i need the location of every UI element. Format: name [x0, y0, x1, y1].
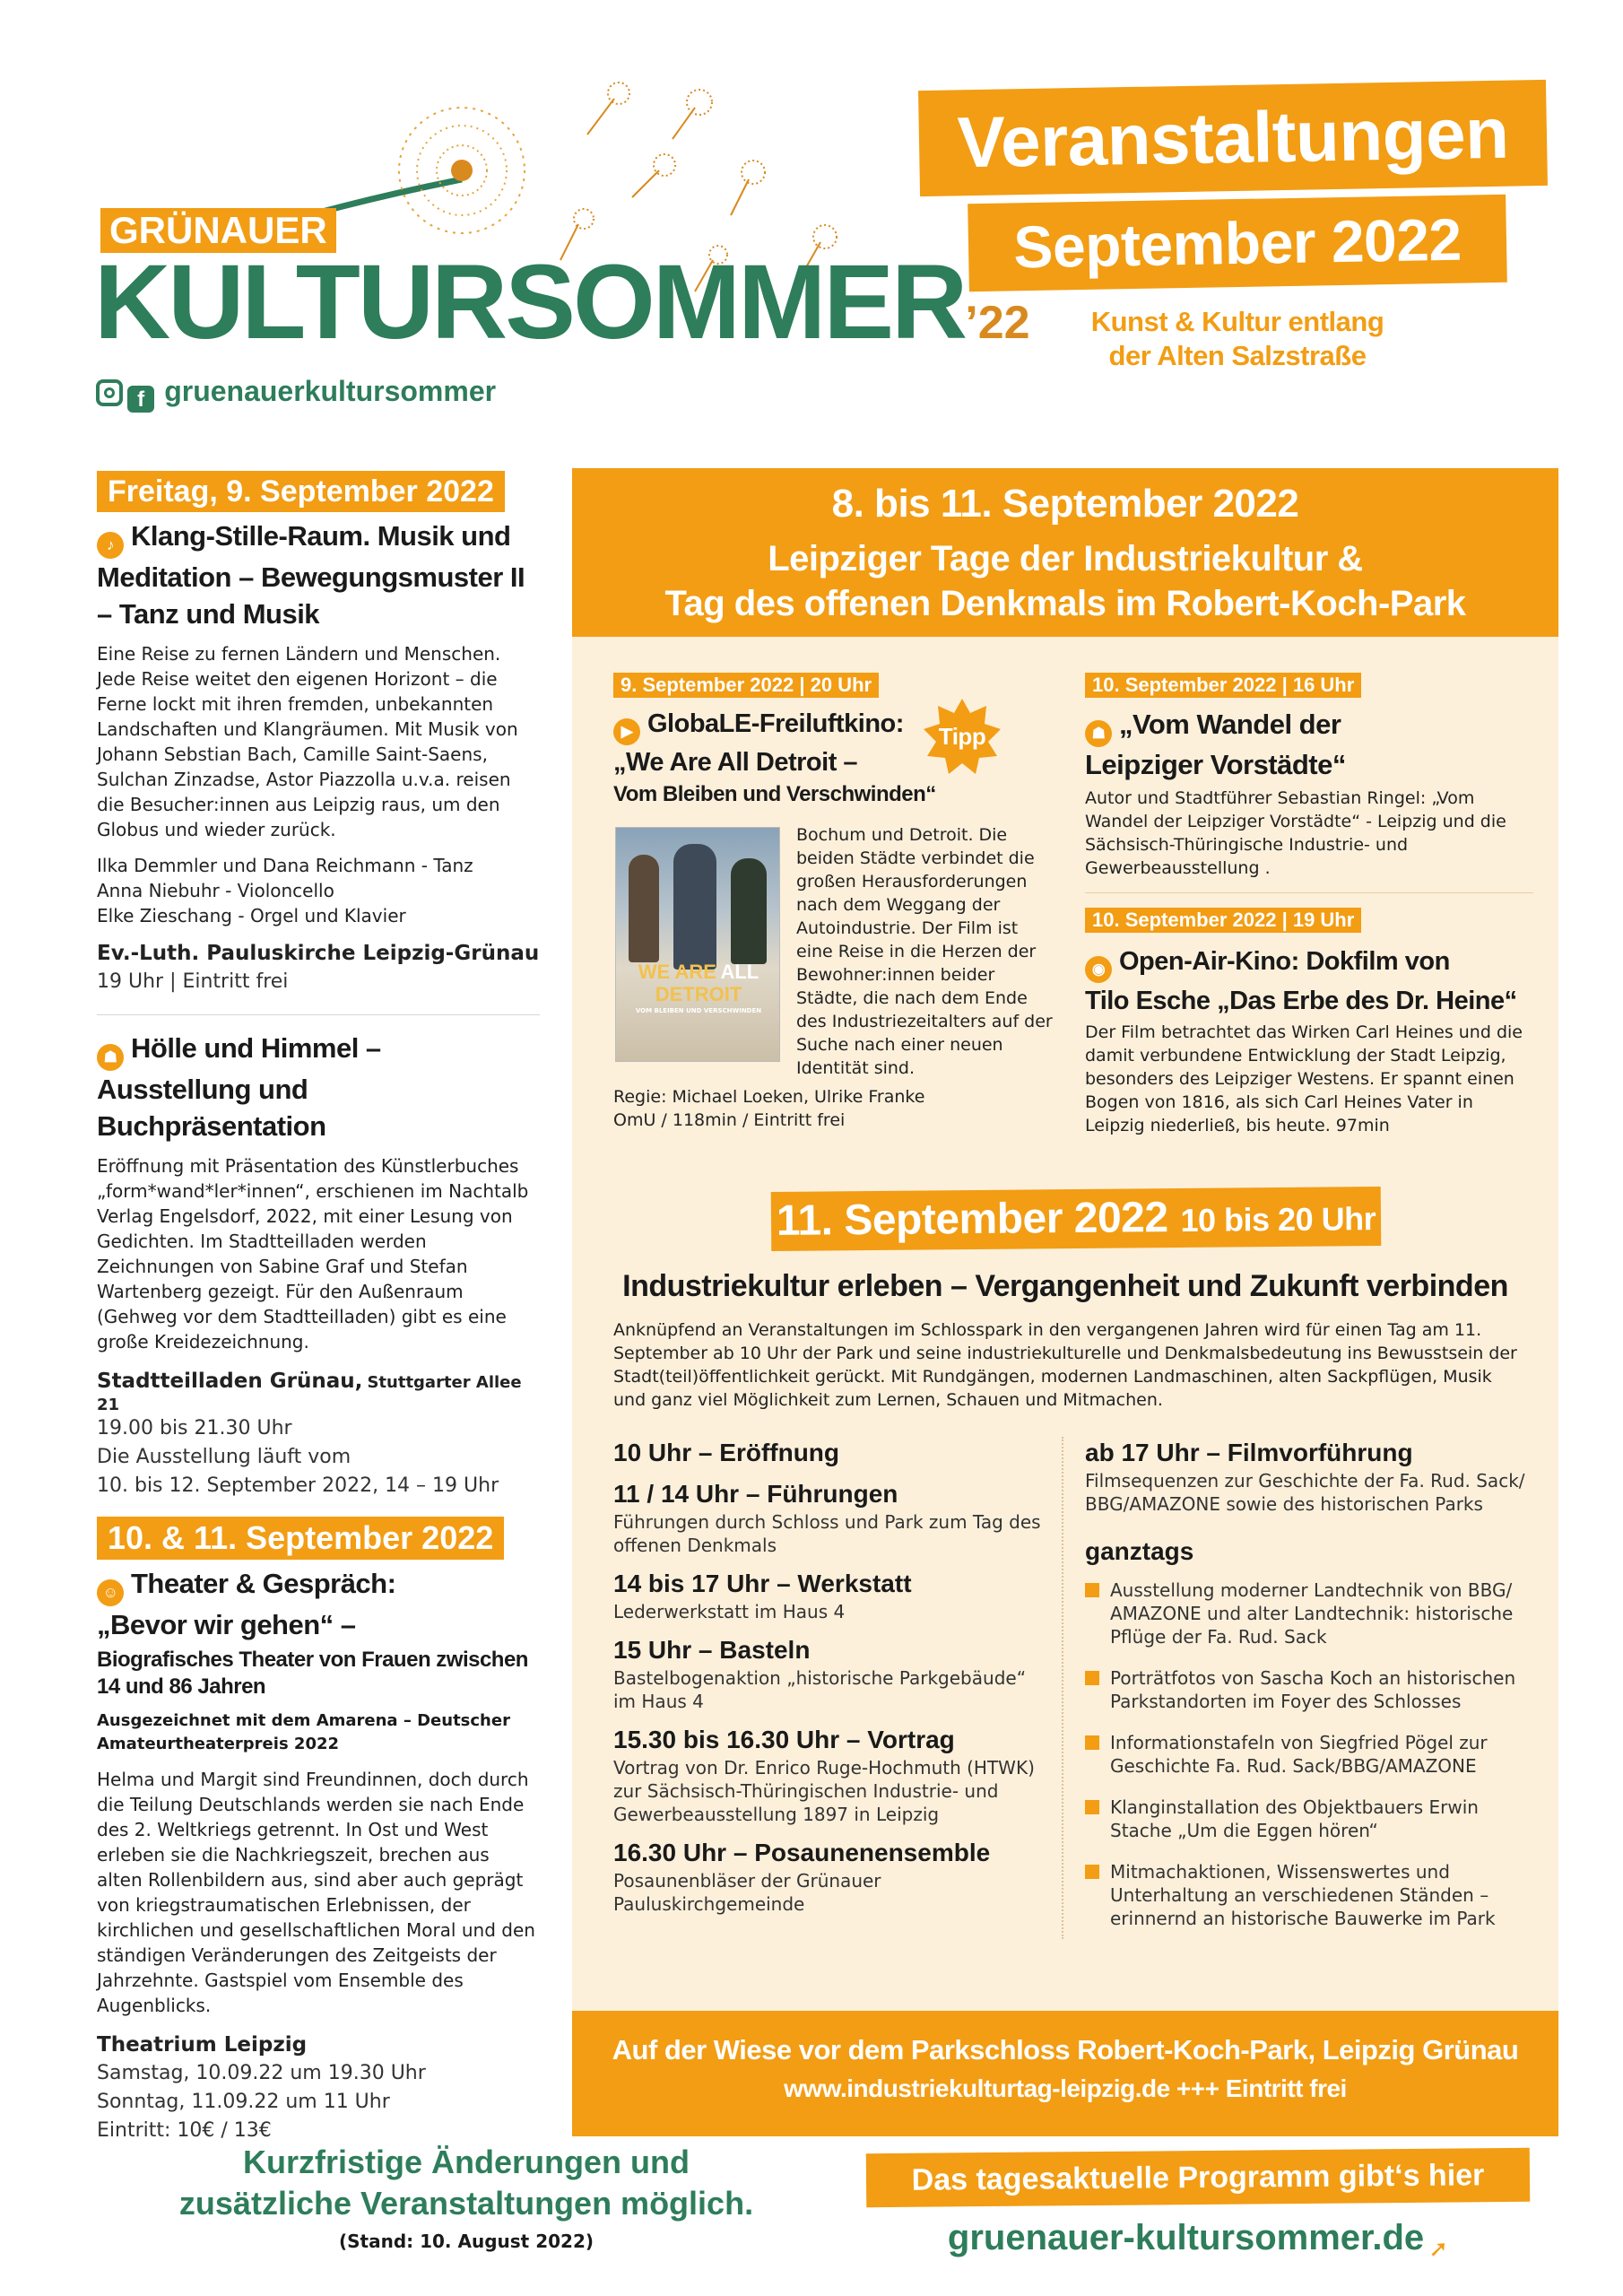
column-divider	[1062, 1437, 1063, 1939]
event-time: Die Ausstellung läuft vom	[97, 1446, 352, 1468]
website-url[interactable]: gruenauer-kultursommer.de	[947, 2218, 1425, 2257]
poster-title-c: DETROIT	[655, 983, 742, 1005]
event-award: Ausgezeichnet mit dem Amarena – Deutscher Amateurtheaterpreis 2022	[97, 1711, 510, 1753]
performer: Anna Niebuhr - Violoncello	[97, 880, 334, 901]
panel-banner-dates: 8. bis 11. September 2022	[831, 482, 1299, 526]
stand-date: (Stand: 10. August 2022)	[338, 2231, 594, 2252]
people-icon: ☗	[1085, 720, 1112, 747]
event-title-text: „Vom Wandel der	[1119, 709, 1341, 740]
divider	[97, 1014, 540, 1015]
event-description: Eine Reise zu fernen Ländern und Menschen. Jede Reise weitet den eigenen Horizont – die Ferne lockt mit ihren fremden, unbekannten Landschaften und Klangräumen. Mit Musik von Johann Sebstian Bach, Camille Saint-Saens, Sulchan Zinzadse, Astor Piazzolla u.v.a. reisen die Besucher:innen aus Leipzig raus, um den Globus und wieder zurück.	[97, 643, 518, 840]
schedule-head: 14 bis 17 Uhr – Werkstatt	[613, 1570, 912, 1597]
square-bullet-icon	[1085, 1735, 1099, 1750]
event-date-badge: Freitag, 9. September 2022	[97, 471, 505, 512]
event-title-text: Hölle und Himmel – Ausstellung und Buchpräsentation	[97, 1032, 381, 1142]
theater-masks-icon: ☺	[97, 1579, 124, 1606]
changes-line2: zusätzliche Veranstaltungen möglich.	[178, 2185, 754, 2222]
event-vom-wandel	[1085, 673, 1533, 893]
header-subtitle-line2: der Alten Salzstraße	[1108, 340, 1367, 371]
schedule-item	[613, 1437, 1044, 1469]
program-label: Das tagesaktuelle Programm gibt‘s hier	[866, 2148, 1530, 2207]
schedule-item	[613, 1634, 1044, 1713]
panel-footer	[572, 2011, 1558, 2136]
event-title-line3: Vom Bleiben und Verschwinden“	[613, 782, 936, 806]
allday-item: Porträtfotos von Sascha Koch an historischen Parkstandorten im Foyer des Schlosses	[1085, 1666, 1533, 1713]
allday-head: ganztags	[1085, 1537, 1194, 1565]
event-date-badge: 9. September 2022 | 20 Uhr	[613, 673, 879, 698]
event-venue-row	[97, 1367, 540, 1414]
film-screening-head: ab 17 Uhr – Filmvorführung	[1085, 1439, 1413, 1466]
square-bullet-icon	[1085, 1865, 1099, 1879]
event-hoelle-und-himmel	[97, 1030, 540, 1500]
schedule-item	[613, 1568, 1044, 1623]
event-venue: Ev.-Luth. Pauluskirche Leipzig-Grünau	[97, 942, 540, 965]
schedule-head: 15 Uhr – Basteln	[613, 1636, 811, 1664]
event-title-line2: Leipziger Vorstädte“	[1085, 749, 1346, 780]
left-column	[97, 471, 540, 2145]
schedule-item	[613, 1724, 1044, 1826]
book-icon: ☗	[97, 1044, 124, 1071]
event-time: 19.00 bis 21.30 Uhr	[97, 1417, 292, 1439]
header-title-line2: September 2022	[968, 195, 1507, 291]
poster-figure	[731, 858, 767, 964]
schedule-desc: Vortrag von Dr. Enrico Ruge-Hochmuth (HTWK) zur Sächsisch-Thüringischen Industrie- und Gewerbeausstellung 1897 in Leipzig	[613, 1757, 1035, 1825]
film-screening-desc: Filmsequenzen zur Geschichte der Fa. Rud. Sack/ BBG/AMAZONE sowie des historischen Parks	[1085, 1470, 1525, 1515]
square-bullet-icon	[1085, 1583, 1099, 1597]
event-time: Samstag, 10.09.22 um 19.30 Uhr	[97, 2062, 426, 2084]
allday-item: Klanginstallation des Objektbauers Erwin Stache „Um die Eggen hören“	[1085, 1796, 1533, 1842]
film-director: Regie: Michael Loeken, Ulrike Franke	[613, 1087, 925, 1107]
event-date-badge: 10. September 2022 | 19 Uhr	[1085, 908, 1361, 933]
social-handle[interactable]: gruenauerkultursommer	[164, 375, 497, 407]
event-klang-stille-raum	[97, 471, 540, 996]
event-title	[97, 1030, 540, 1144]
tip-badge	[922, 697, 1002, 778]
schedule-desc: Bastelbogenaktion „historische Parkgebäude“ im Haus 4	[613, 1667, 1027, 1712]
divider	[1085, 892, 1533, 893]
allday-item: Informationstafeln von Siegfried Pögel zur Geschichte Fa. Rud. Sack/BBG/AMAZONE	[1085, 1731, 1533, 1778]
header-title-line1: Veranstaltungen	[918, 80, 1548, 196]
tip-label: Tipp	[938, 723, 986, 750]
schedule-desc: Posaunenbläser der Grünauer Pauluskirchgemeinde	[613, 1870, 881, 1915]
event-date-badge: 10. September 2022 | 16 Uhr	[1085, 673, 1361, 698]
event-description: Helma und Margit sind Freundinnen, doch durch die Teilung Deutschlands werden sie nach Ende des 2. Weltkriegs getrennt. In Ost und West erleben sie die Nachkriegszeit, brechen aus alten Rollenbildern aus, sind aber auch geprägt von kriegstraumatischen Erlebnissen, der kirchlichen und gesellschaftlichen Moral und den ständigen Veränderungen des Zeitgeists der Jahrzehnte. Gastspiel vom Ensemble des Augenblicks.	[97, 1769, 535, 2016]
schedule-item	[613, 1837, 1044, 1916]
event-time: 19 Uhr | Eintritt frei	[97, 970, 289, 993]
schedule-item	[613, 1478, 1044, 1557]
popcorn-icon: ◉	[1085, 956, 1112, 983]
event-title-line2: Tilo Esche „Das Erbe des Dr. Heine“	[1085, 987, 1517, 1015]
changes-line1: Kurzfristige Änderungen und	[243, 2144, 690, 2180]
performer: Elke Zieschang - Orgel und Klavier	[97, 905, 406, 926]
event-title-line2: „We Are All Detroit –	[613, 748, 858, 777]
music-note-icon: ♪	[97, 532, 124, 559]
brand-main-text: KULTURSOMMER	[94, 243, 966, 361]
square-bullet-icon	[1085, 1671, 1099, 1685]
schedule-right	[1085, 1437, 1533, 1948]
poster-figure	[629, 855, 659, 962]
event-title-text: GlobaLE-Freiluftkino:	[647, 709, 904, 738]
event-title-text: Theater & Gespräch:	[131, 1568, 396, 1599]
panel-banner-line2: Tag des offenen Denkmals im Robert-Koch-Park	[664, 584, 1466, 623]
event-time: 10. bis 12. September 2022, 14 – 19 Uhr	[97, 1474, 499, 1497]
facebook-icon[interactable]: f	[127, 386, 154, 413]
schedule-desc: Führungen durch Schloss und Park zum Tag des offenen Denkmals	[613, 1511, 1041, 1556]
instagram-icon[interactable]	[96, 379, 123, 406]
cursor-click-icon: ➚	[1428, 2236, 1449, 2263]
schedule-head: 15.30 bis 16.30 Uhr – Vortrag	[613, 1726, 955, 1753]
sept11-date: 11. September 2022	[776, 1194, 1168, 1245]
event-venue: Stadtteilladen Grünau,	[97, 1370, 363, 1393]
logo	[85, 72, 1030, 413]
panel-footer-location: Auf der Wiese vor dem Parkschloss Robert-Koch-Park, Leipzig Grünau	[612, 2034, 1519, 2066]
event-time: Sonntag, 11.09.22 um 11 Uhr	[97, 2091, 390, 2113]
changes-notice	[108, 2142, 825, 2255]
header-subtitle	[1013, 305, 1462, 373]
sept11-time: 10 bis 20 Uhr	[1180, 1200, 1376, 1239]
sept11-intro: Anknüpfend an Veranstaltungen im Schlosspark in den vergangenen Jahren wird für einen Tag am 11. September ab 10 Uhr der Park und seine industriekulturelle und Denkmalsbedeutung ins Bewusstsein der Stadt(teil)öffentlichkeit gerückt. Mit Rundgängen, modernen Landmaschinen, alten Sackpflügen, Musik und ganz viel Möglichkeit zum Lernen, Schauen und Mitmachen.	[613, 1320, 1517, 1410]
event-time: Eintritt: 10€ / 13€	[97, 2119, 272, 2142]
event-title-text: Open-Air-Kino: Dokfilm von	[1119, 947, 1450, 976]
film-credits	[613, 1085, 1062, 1132]
panel-footer-url[interactable]: www.industriekulturtag-leipzig.de +++ Eintritt frei	[784, 2074, 1347, 2102]
film-poster	[615, 827, 780, 1062]
website-link[interactable]	[866, 2215, 1530, 2263]
social-row	[96, 375, 496, 413]
sept11-headline: Industriekultur erleben – Vergangenheit und Zukunft verbinden	[622, 1269, 1508, 1303]
event-title	[97, 517, 540, 632]
allday-item: Mitmachaktionen, Wissenswertes und Unterhaltung an verschiedenen Ständen – erinnernd an historische Bauwerke im Park	[1085, 1860, 1533, 1930]
schedule-head: 11 / 14 Uhr – Führungen	[613, 1480, 898, 1508]
event-description: Autor und Stadtführer Sebastian Ringel: „Vom Wandel der Leipziger Vorstädte“ - Leipzig und die Sächsisch-Thüringische Industrie- und Gewerbeausstellung .	[1085, 788, 1506, 878]
event-venue-address: Stuttgarter Allee 21	[97, 1373, 522, 1414]
event-title	[1085, 707, 1533, 747]
schedule-head: 10 Uhr – Eröffnung	[613, 1439, 840, 1466]
allday-item: Ausstellung moderner Landtechnik von BBG/ AMAZONE und alter Landtechnik: historische Pflüge der Fa. Rud. Sack	[1085, 1578, 1533, 1648]
brand-year: ’22	[965, 297, 1030, 349]
event-venue: Theatrium Leipzig	[97, 2033, 308, 2057]
poster-figure	[673, 844, 716, 970]
film-icon: ▶	[613, 718, 640, 745]
industriekultur-panel	[572, 468, 1558, 2136]
schedule-list	[613, 1437, 1044, 1916]
event-title-text: Klang-Stille-Raum. Musik und Meditation – Bewegungsmuster II – Tanz und Musik	[97, 520, 525, 630]
panel-banner-line1: Leipziger Tage der Industriekultur &	[768, 539, 1363, 578]
event-title	[97, 1565, 540, 1606]
performer: Ilka Demmler und Dana Reichmann - Tanz	[97, 855, 473, 876]
brand-main	[94, 243, 1030, 361]
schedule-head: 16.30 Uhr – Posaunenensemble	[613, 1839, 991, 1866]
event-bevor-wir-gehen	[97, 1517, 540, 2145]
film-info: OmU / 118min / Eintritt frei	[613, 1110, 846, 1130]
schedule-desc: Lederwerkstatt im Haus 4	[613, 1601, 846, 1622]
event-title-line2: „Bevor wir gehen“ –	[97, 1609, 356, 1640]
panel-banner	[572, 468, 1558, 637]
event-erbe-des-dr-heine	[1085, 908, 1533, 1137]
performer-list	[97, 853, 540, 928]
brand-top: GRÜNAUER	[100, 208, 336, 253]
event-subtitle: Biografisches Theater von Frauen zwischen 14 und 86 Jahren	[97, 1648, 528, 1699]
film-description: Bochum und Detroit. Die beiden Städte verbindet die großen Herausforderungen nach dem Weggang der Autoindustrie. Der Film ist eine Reise in die Herzen der Bewohner:innen beider Städte, die nach dem Ende des Industriezeitalters auf der Suche nach einer neuen Identität sind.	[796, 825, 1053, 1078]
header-subtitle-line1: Kunst & Kultur entlang	[1090, 306, 1384, 337]
poster-subtitle: VOM BLEIBEN UND VERSCHWINDEN	[635, 1007, 762, 1014]
sept11-date-banner	[771, 1187, 1382, 1251]
event-description: Der Film betrachtet das Wirken Carl Heines und die damit verbundene Entwicklung der Stadt Leipzig, besonders des Leipziger Westens. Er spannt einen Bogen von 1816, als sich Carl Heines Vater in Leipzig niederließ, bis heute. 97min	[1085, 1022, 1523, 1135]
event-title	[1085, 944, 1533, 983]
poster-title-b: ALL	[720, 961, 759, 983]
poster-title	[616, 962, 780, 1004]
event-description: Eröffnung mit Präsentation des Künstlerbuches „form*wand*ler*innen“, erschienen im Nachtalb Verlag Engelsdorf, 2022, mit einer Lesung von Gedichten. Im Stadtteilladen werden Zeichnungen von Sabine Graf und Stefan Wartenberg gezeigt. Für den Außenraum (Gehweg vor dem Stadtteilladen) gibt es eine große Kreidezeichnung.	[97, 1155, 529, 1352]
poster-title-a: WE ARE	[638, 961, 716, 983]
square-bullet-icon	[1085, 1800, 1099, 1814]
event-date-badge: 10. & 11. September 2022	[97, 1517, 504, 1560]
